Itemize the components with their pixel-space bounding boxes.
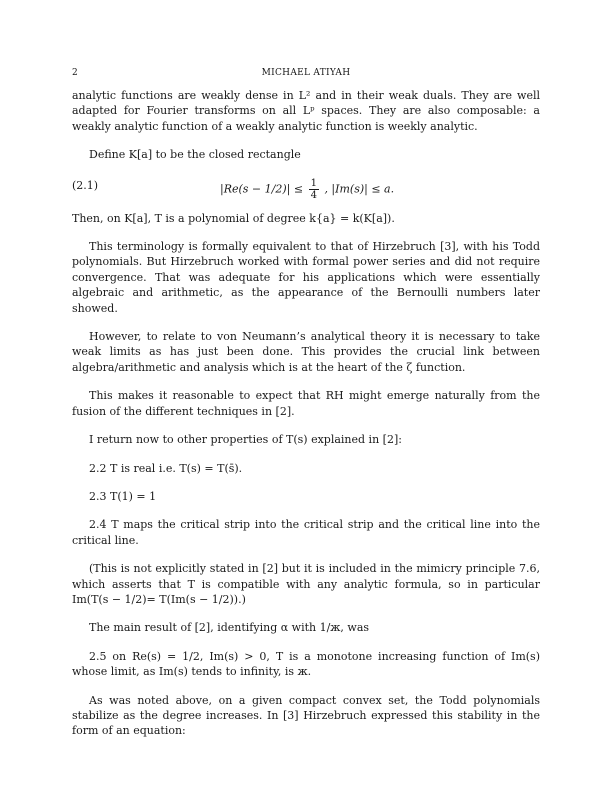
property-2-2: 2.2 T is real i.e. T(s) = T(s̄). [89,461,243,475]
fraction-numerator: 1 [310,177,317,189]
paragraph-1: analytic functions are weakly dense in L² and in their weak duals. They are well adapted for Fourier transforms on all Lᵖ spaces. They are also composable: a weakly analytic function of a weakly analytic function is weekly analytic. [72,89,540,133]
paragraph-main-result: The main result of [2], identifying α with 1/ж, was [89,621,370,635]
paragraph-return: I return now to other properties of T(s) explained in [2]: [89,433,402,447]
paragraph-mimicry: (This is not explicitly stated in [2] but it is included in the mimicry principle 7.6, which asserts that T is compatible with any analytic formula, so in particular Im(T(s − 1/2)= T(Im(s − 1/2)).) [72,562,540,606]
paragraph-polynomial: Then, on K[a], T is a polynomial of degree k{a} = k(K[a]). [72,211,395,225]
equation-expression [220,178,394,201]
paragraph-hirzebruch: This terminology is formally equivalent to that of Hirzebruch [3], with his Todd polynomials. But Hirzebruch worked with formal power series and did not require convergence. That was adequate for his applications which were essentially algebraic and arithmetic, as the appearance of the Bernoulli numbers later showed. [72,240,540,315]
paragraph-von-neumann: However, to relate to von Neumann’s analytical theory it is necessary to take weak limits as has just been done. This provides the crucial link between algebra/arithmetic and analysis which is at the heart of the ζ function. [72,330,540,374]
page-number: 2 [72,68,79,78]
equation-number: (2.1) [72,178,99,192]
equation-fraction [309,178,319,201]
equation-2-1 [72,167,540,203]
running-header [72,68,540,82]
paragraph-define: Define K[a] to be the closed rectangle [89,148,301,162]
running-title: MICHAEL ATIYAH [261,68,351,78]
fraction-denominator: 4 [310,189,317,201]
body-text [72,88,540,739]
property-2-5: 2.5 on Re(s) = 1/2, Im(s) > 0, T is a monotone increasing function of Im(s) whose limit, as Im(s) tends to infinity, is ж. [72,649,540,679]
paragraph-rh: This makes it reasonable to expect that RH might emerge naturally from the fusion of the different techniques in [2]. [72,389,540,418]
paragraph-todd-stability: As was noted above, on a given compact convex set, the Todd polynomials stabilize as the degree increases. In [3] Hirzebruch expressed this stability in the form of an equation: [72,693,540,738]
property-2-3: 2.3 T(1) = 1 [89,489,157,503]
property-2-4: 2.4 T maps the critical strip into the critical strip and the critical line into the critical line. [72,518,540,547]
equation-right: , |Im(s)| ≤ a. [324,182,395,196]
equation-left: |Re(s − 1/2)| ≤ [220,182,304,196]
